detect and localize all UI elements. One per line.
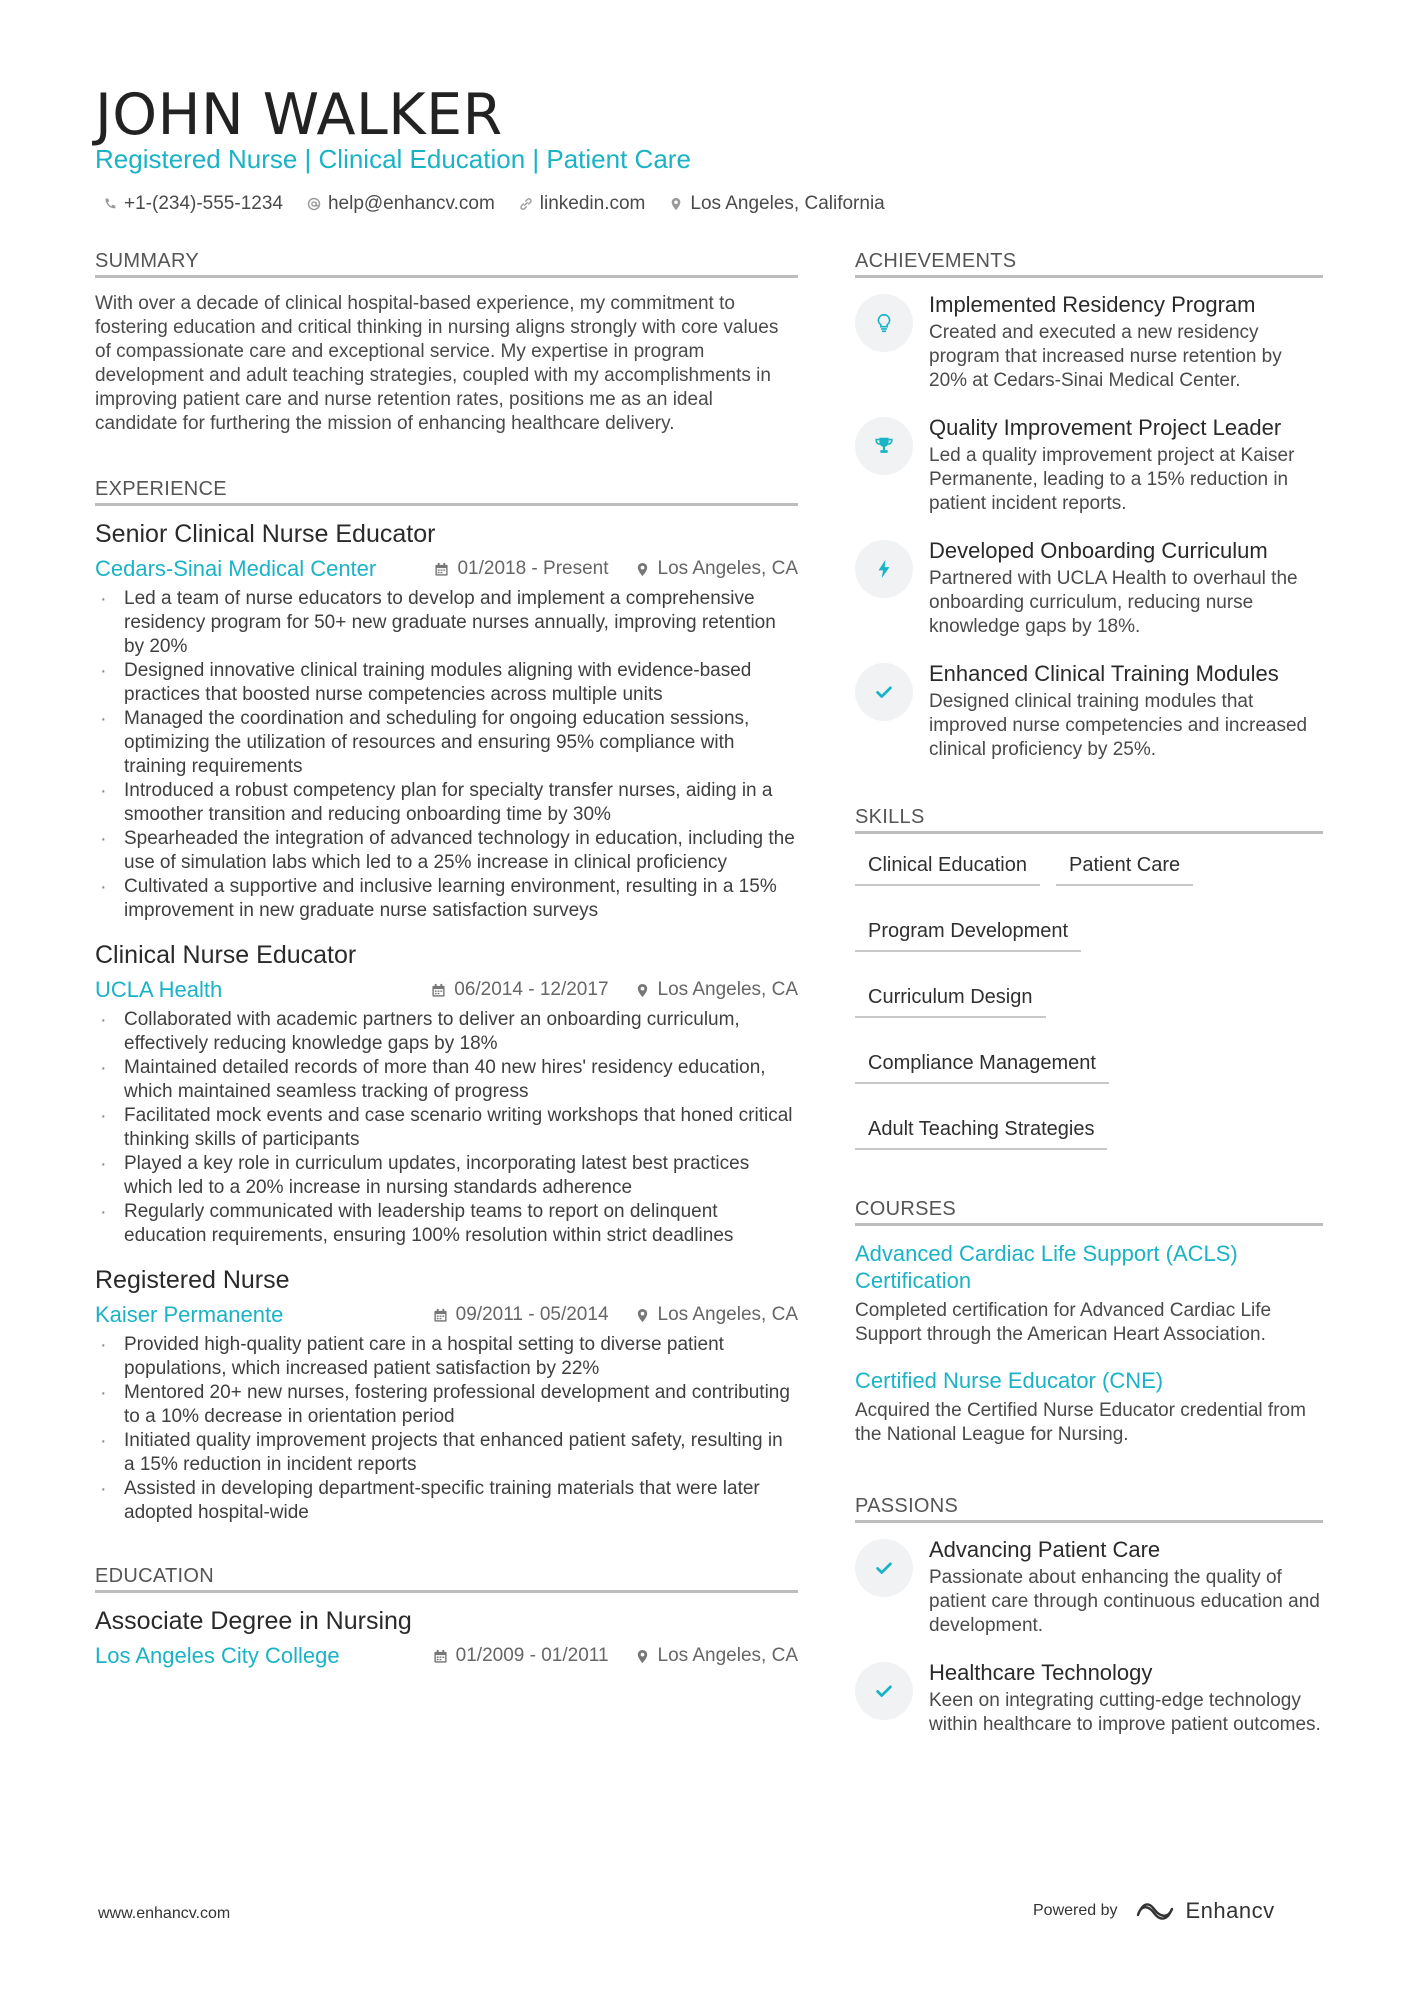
job-bullet: · Spearheaded the integration of advanced technology in education, including the use of simulation labs which led to a 25% increase in clinical proficiency	[95, 827, 798, 875]
skills-list	[855, 848, 1323, 1150]
job-bullet: · Designed innovative clinical training modules aligning with evidence-based practices that boosted nurse competencies across multiple units	[95, 659, 798, 707]
company-name: UCLA Health	[95, 977, 223, 1002]
achievement-body	[929, 661, 1323, 762]
section-title-courses: COURSES	[855, 1198, 1323, 1226]
course-desc: Completed certification for Advanced Cardiac Life Support through the American Heart Association.	[855, 1300, 1272, 1345]
passion-item	[855, 1660, 1323, 1737]
location-pin-icon	[635, 562, 650, 577]
job-location-text: Los Angeles, CA	[657, 1304, 798, 1325]
job-bullet: · Regularly communicated with leadership teams to report on delinquent education requirements, ensuring 100% resolution within strict deadlines	[95, 1200, 798, 1248]
lightning-icon	[855, 540, 913, 598]
job-dates-text: 09/2011 - 05/2014	[455, 1304, 609, 1325]
summary-text: With over a decade of clinical hospital-based experience, my commitment to fostering education and critical thinking in nursing aligns strongly with core values of compassionate care and exceptional service. My expertise in program development and adult teaching strategies, coupled with my accomplishments in improving patient care and nurse retention rates, positions me as an ideal candidate for furthering the mission of enhancing healthcare delivery.	[95, 293, 779, 434]
job-bullet: · Maintained detailed records of more than 40 new hires' residency education, which maintained seamless tracking of progress	[95, 1056, 798, 1104]
passion-title: Healthcare Technology	[929, 1660, 1153, 1685]
link-icon	[519, 197, 533, 211]
calendar-icon	[433, 1308, 448, 1323]
job-dates-text: 06/2014 - 12/2017	[454, 979, 609, 1000]
candidate-name: JOHN WALKER	[95, 82, 503, 148]
job-bullet: · Initiated quality improvement projects that enhanced patient safety, resulting in a 15% reduction in incident reports	[95, 1429, 798, 1477]
achievement-title: Developed Onboarding Curriculum	[929, 538, 1268, 563]
achievement-item	[855, 661, 1323, 762]
contact-location	[669, 193, 884, 215]
job-title: Registered Nurse	[95, 1266, 290, 1294]
skill-tag: Curriculum Design	[855, 980, 1046, 1018]
contact-linkedin-text: linkedin.com	[539, 193, 646, 214]
course-item	[855, 1240, 1323, 1347]
checkmark-icon	[855, 663, 913, 721]
job-meta-right	[434, 558, 798, 580]
job-bullet: · Facilitated mock events and case scenario writing workshops that honed critical thinking skills of participants	[95, 1104, 798, 1152]
experience-entry	[95, 520, 798, 923]
section-title-education: EDUCATION	[95, 1565, 798, 1593]
at-icon	[307, 197, 321, 211]
experience-entry	[95, 941, 798, 1248]
brand-name: Enhancv	[1185, 1898, 1275, 1923]
skill-tag: Patient Care	[1056, 848, 1193, 886]
achievement-desc: Designed clinical training modules that improved nurse competencies and increased clinical proficiency by 25%.	[929, 691, 1308, 760]
achievement-item	[855, 292, 1323, 393]
section-title-experience: EXPERIENCE	[95, 478, 798, 506]
job-bullets	[95, 1008, 798, 1248]
education-dates	[433, 1645, 609, 1667]
course-desc: Acquired the Certified Nurse Educator credential from the National League for Nursing.	[855, 1400, 1306, 1445]
lightbulb-icon	[855, 294, 913, 352]
job-meta	[95, 974, 798, 1006]
checkmark-icon	[855, 1539, 913, 1597]
calendar-icon	[434, 562, 449, 577]
job-bullet: · Managed the coordination and scheduling for ongoing education sessions, optimizing the utilization of resources and ensuring 95% compliance with training requirements	[95, 707, 798, 779]
course-item	[855, 1367, 1323, 1447]
location-pin-icon	[669, 197, 683, 211]
job-dates	[433, 1304, 609, 1326]
contact-phone	[103, 193, 283, 215]
passion-title: Advancing Patient Care	[929, 1537, 1161, 1562]
passion-item	[855, 1537, 1323, 1638]
footer-branding	[1033, 1898, 1275, 1924]
phone-icon	[103, 197, 117, 211]
achievement-desc: Partnered with UCLA Health to overhaul the onboarding curriculum, reducing nurse knowledge gaps by 18%.	[929, 568, 1298, 637]
spacer	[95, 1543, 798, 1565]
achievement-title: Implemented Residency Program	[929, 292, 1256, 317]
job-bullet: · Mentored 20+ new nurses, fostering professional development and contributing to a 10% decrease in orientation period	[95, 1381, 798, 1429]
job-title: Clinical Nurse Educator	[95, 941, 357, 969]
candidate-headline: Registered Nurse | Clinical Education | Patient Care	[95, 144, 691, 174]
job-bullet: · Cultivated a supportive and inclusive learning environment, resulting in a 15% improvement in new graduate nurse satisfaction surveys	[95, 875, 798, 923]
education-dates-text: 01/2009 - 01/2011	[455, 1645, 609, 1666]
job-location-text: Los Angeles, CA	[657, 979, 798, 1000]
job-bullet: · Introduced a robust competency plan for specialty transfer nurses, aiding in a smoother transition and reducing onboarding time by 30%	[95, 779, 798, 827]
passion-body	[929, 1537, 1323, 1638]
trophy-icon	[855, 417, 913, 475]
job-dates	[431, 979, 608, 1001]
job-dates	[434, 558, 608, 580]
location-pin-icon	[635, 1308, 650, 1323]
education-meta-right	[433, 1645, 798, 1667]
skill-tag: Compliance Management	[855, 1046, 1109, 1084]
achievement-body	[929, 538, 1323, 639]
job-location	[635, 979, 798, 1001]
section-title-achievements: ACHIEVEMENTS	[855, 250, 1323, 278]
job-bullets	[95, 587, 798, 923]
job-meta-right	[433, 1304, 798, 1326]
job-meta-right	[431, 979, 798, 1001]
checkmark-icon	[855, 1662, 913, 1720]
achievement-desc: Led a quality improvement project at Kaiser Permanente, leading to a 15% reduction in patient incident reports.	[929, 445, 1295, 514]
company-name: Cedars-Sinai Medical Center	[95, 556, 377, 581]
spacer	[855, 784, 1323, 806]
skill-tag: Program Development	[855, 914, 1081, 952]
section-title-summary: SUMMARY	[95, 250, 798, 278]
section-title-skills: SKILLS	[855, 806, 1323, 834]
education-entry	[95, 1607, 798, 1672]
spacer	[855, 1467, 1323, 1495]
skill-tag: Clinical Education	[855, 848, 1040, 886]
skill-tag: Adult Teaching Strategies	[855, 1112, 1107, 1150]
left-column	[95, 250, 798, 1690]
powered-by-label: Powered by	[1033, 1902, 1118, 1919]
job-bullet: · Collaborated with academic partners to deliver an onboarding curriculum, effectively reducing knowledge gaps by 18%	[95, 1008, 798, 1056]
job-bullet: · Led a team of nurse educators to develop and implement a comprehensive residency program for 50+ new graduate nurses annually, improving retention by 20%	[95, 587, 798, 659]
job-location-text: Los Angeles, CA	[657, 558, 798, 579]
contact-email-text: help@enhancv.com	[327, 193, 495, 214]
contact-bar	[103, 193, 885, 215]
contact-phone-text: +1-(234)-555-1234	[124, 193, 283, 214]
education-location-text: Los Angeles, CA	[657, 1645, 798, 1666]
achievement-title: Quality Improvement Project Leader	[929, 415, 1282, 440]
passion-desc: Keen on integrating cutting-edge technology within healthcare to improve patient outcomes.	[929, 1690, 1321, 1735]
job-bullet: · Provided high-quality patient care in a hospital setting to diverse patient populations, which increased patient satisfaction by 22%	[95, 1333, 798, 1381]
achievement-desc: Created and executed a new residency program that increased nurse retention by 20% at Cedars-Sinai Medical Center.	[929, 322, 1282, 391]
job-meta	[95, 553, 798, 585]
school-name: Los Angeles City College	[95, 1643, 340, 1668]
contact-location-text: Los Angeles, California	[690, 193, 885, 214]
footer-website[interactable]: www.enhancv.com	[98, 1905, 231, 1922]
enhancv-logo-icon	[1134, 1900, 1178, 1922]
passion-body	[929, 1660, 1323, 1737]
achievement-item	[855, 538, 1323, 639]
achievement-title: Enhanced Clinical Training Modules	[929, 661, 1279, 686]
job-bullets	[95, 1333, 798, 1525]
course-title: Advanced Cardiac Life Support (ACLS) Certification	[855, 1241, 1238, 1293]
passion-desc: Passionate about enhancing the quality of patient care through continuous education and development.	[929, 1567, 1320, 1636]
education-location	[635, 1645, 798, 1667]
right-column	[855, 250, 1323, 1759]
experience-entry	[95, 1266, 798, 1525]
job-meta	[95, 1299, 798, 1331]
job-location	[635, 1304, 798, 1326]
calendar-icon	[431, 983, 446, 998]
job-location	[635, 558, 798, 580]
location-pin-icon	[635, 1649, 650, 1664]
contact-linkedin[interactable]	[519, 193, 646, 215]
degree-title: Associate Degree in Nursing	[95, 1607, 412, 1635]
brand-logo[interactable]	[1134, 1898, 1275, 1924]
contact-email[interactable]	[307, 193, 495, 215]
job-bullet: · Played a key role in curriculum updates, incorporating latest best practices which led to a 20% increase in nursing standards adherence	[95, 1152, 798, 1200]
course-title: Certified Nurse Educator (CNE)	[855, 1368, 1164, 1393]
education-meta	[95, 1640, 798, 1672]
job-dates-text: 01/2018 - Present	[457, 558, 609, 579]
achievement-body	[929, 415, 1323, 516]
job-bullet: · Assisted in developing department-specific training materials that were later adopted hospital-wide	[95, 1477, 798, 1525]
job-title: Senior Clinical Nurse Educator	[95, 520, 436, 548]
achievement-item	[855, 415, 1323, 516]
company-name: Kaiser Permanente	[95, 1302, 284, 1327]
calendar-icon	[433, 1649, 448, 1664]
achievement-body	[929, 292, 1323, 393]
section-title-passions: PASSIONS	[855, 1495, 1323, 1523]
location-pin-icon	[635, 983, 650, 998]
